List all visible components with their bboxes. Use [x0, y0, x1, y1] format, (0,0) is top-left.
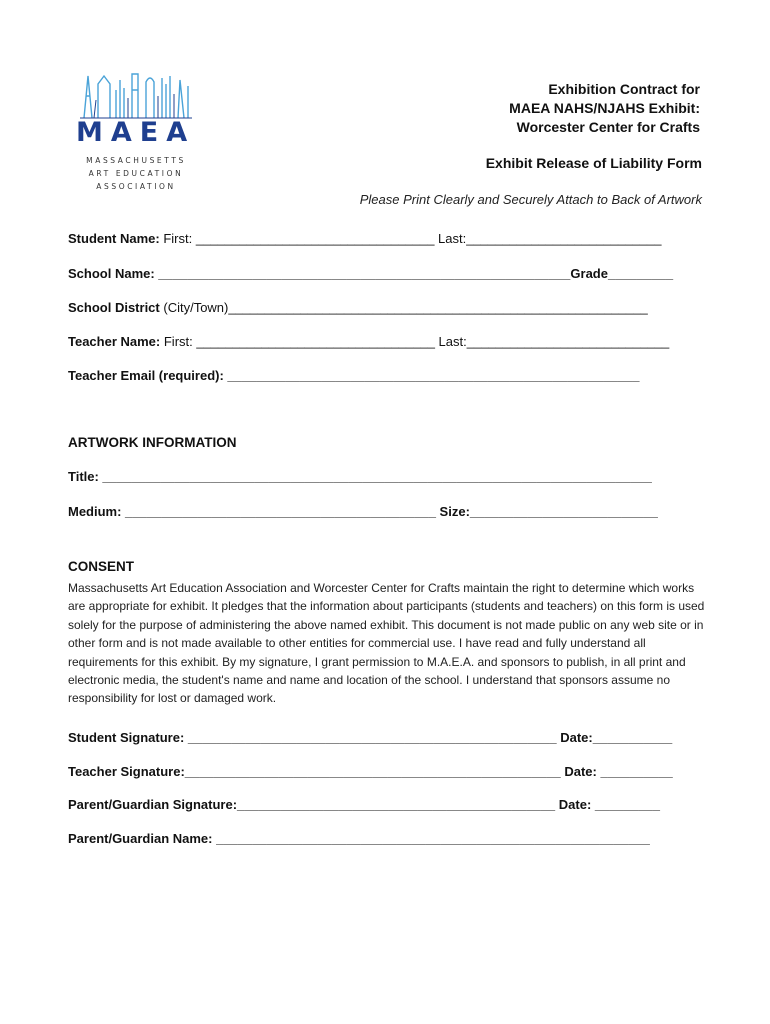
teacher-name-field[interactable]: [68, 334, 669, 349]
consent-paragraph: Massachusetts Art Education Association and Worcester Center for Crafts maintain the right to determine which works are appropriate for exhibit. It pledges that the information about participants (students and teachers) on this form is used solely for the purpose of administering the above named exhibit. This document is not made public on any web site or in other form and is not made available to other entities for commercial use. I have read and fully understand all requirements for this exhibit. By my signature, I grant permission to M.A.E.A. and sponsors to publish, in all print and electronic media, the student's name and name and location of the school. I understand that sponsors assume no responsibility for lost or damaged work.: [68, 581, 705, 706]
logo-wordmark: MAEA: [76, 117, 196, 148]
student-name-label: Student Name:: [68, 231, 160, 246]
parent-signature-field[interactable]: Parent/Guardian Signature:____________________________________________ Date: _________: [68, 797, 660, 812]
artwork-section-heading: ARTWORK INFORMATION: [68, 435, 237, 450]
form-title: Exhibit Release of Liability Form: [485, 155, 702, 171]
maea-logo: [74, 70, 198, 192]
student-name-blanks[interactable]: First: _________________________________ Last:___________________________: [159, 231, 662, 246]
consent-heading: CONSENT: [68, 559, 135, 574]
teacher-name-blanks[interactable]: First: _________________________________ Last:____________________________: [160, 334, 670, 349]
teacher-email-field[interactable]: Teacher Email (required): _________________________________________________________: [68, 368, 640, 383]
header-line-3: Worcester Center for Crafts: [516, 119, 700, 135]
header-line-2: MAEA NAHS/NJAHS Exhibit:: [509, 100, 700, 116]
logo-subtitle-line2: ART EDUCATION: [88, 169, 184, 178]
contract-header: [509, 80, 700, 137]
school-name-field[interactable]: School Name: _________________________________________________________Grade_________: [68, 266, 674, 281]
artwork-medium-size-field[interactable]: Medium: ___________________________________________ Size:__________________________: [68, 504, 658, 519]
logo-subtitle-line1: MASSACHUSETTS: [86, 156, 186, 165]
instruction-text: Please Print Clearly and Securely Attach to Back of Artwork: [359, 192, 702, 207]
logo-subtitle-line3: ASSOCIATION: [96, 182, 176, 191]
teacher-signature-field[interactable]: Teacher Signature:____________________________________________________ Date: __________: [68, 764, 673, 779]
art-tools-logo-icon: [74, 70, 198, 120]
header-line-1: Exhibition Contract for: [548, 81, 700, 97]
teacher-name-label: Teacher Name:: [68, 334, 161, 349]
school-district-label: School District: [68, 300, 160, 315]
school-district-field[interactable]: [68, 300, 648, 315]
school-district-blank[interactable]: (City/Town)__________________________________________________________: [159, 300, 648, 315]
artwork-title-field[interactable]: Title: ____________________________________________________________________________: [68, 469, 652, 484]
student-signature-field[interactable]: Student Signature: ___________________________________________________ Date:___________: [68, 730, 673, 745]
parent-name-field[interactable]: Parent/Guardian Name: ____________________________________________________________: [68, 831, 650, 846]
student-name-field[interactable]: [68, 231, 661, 246]
